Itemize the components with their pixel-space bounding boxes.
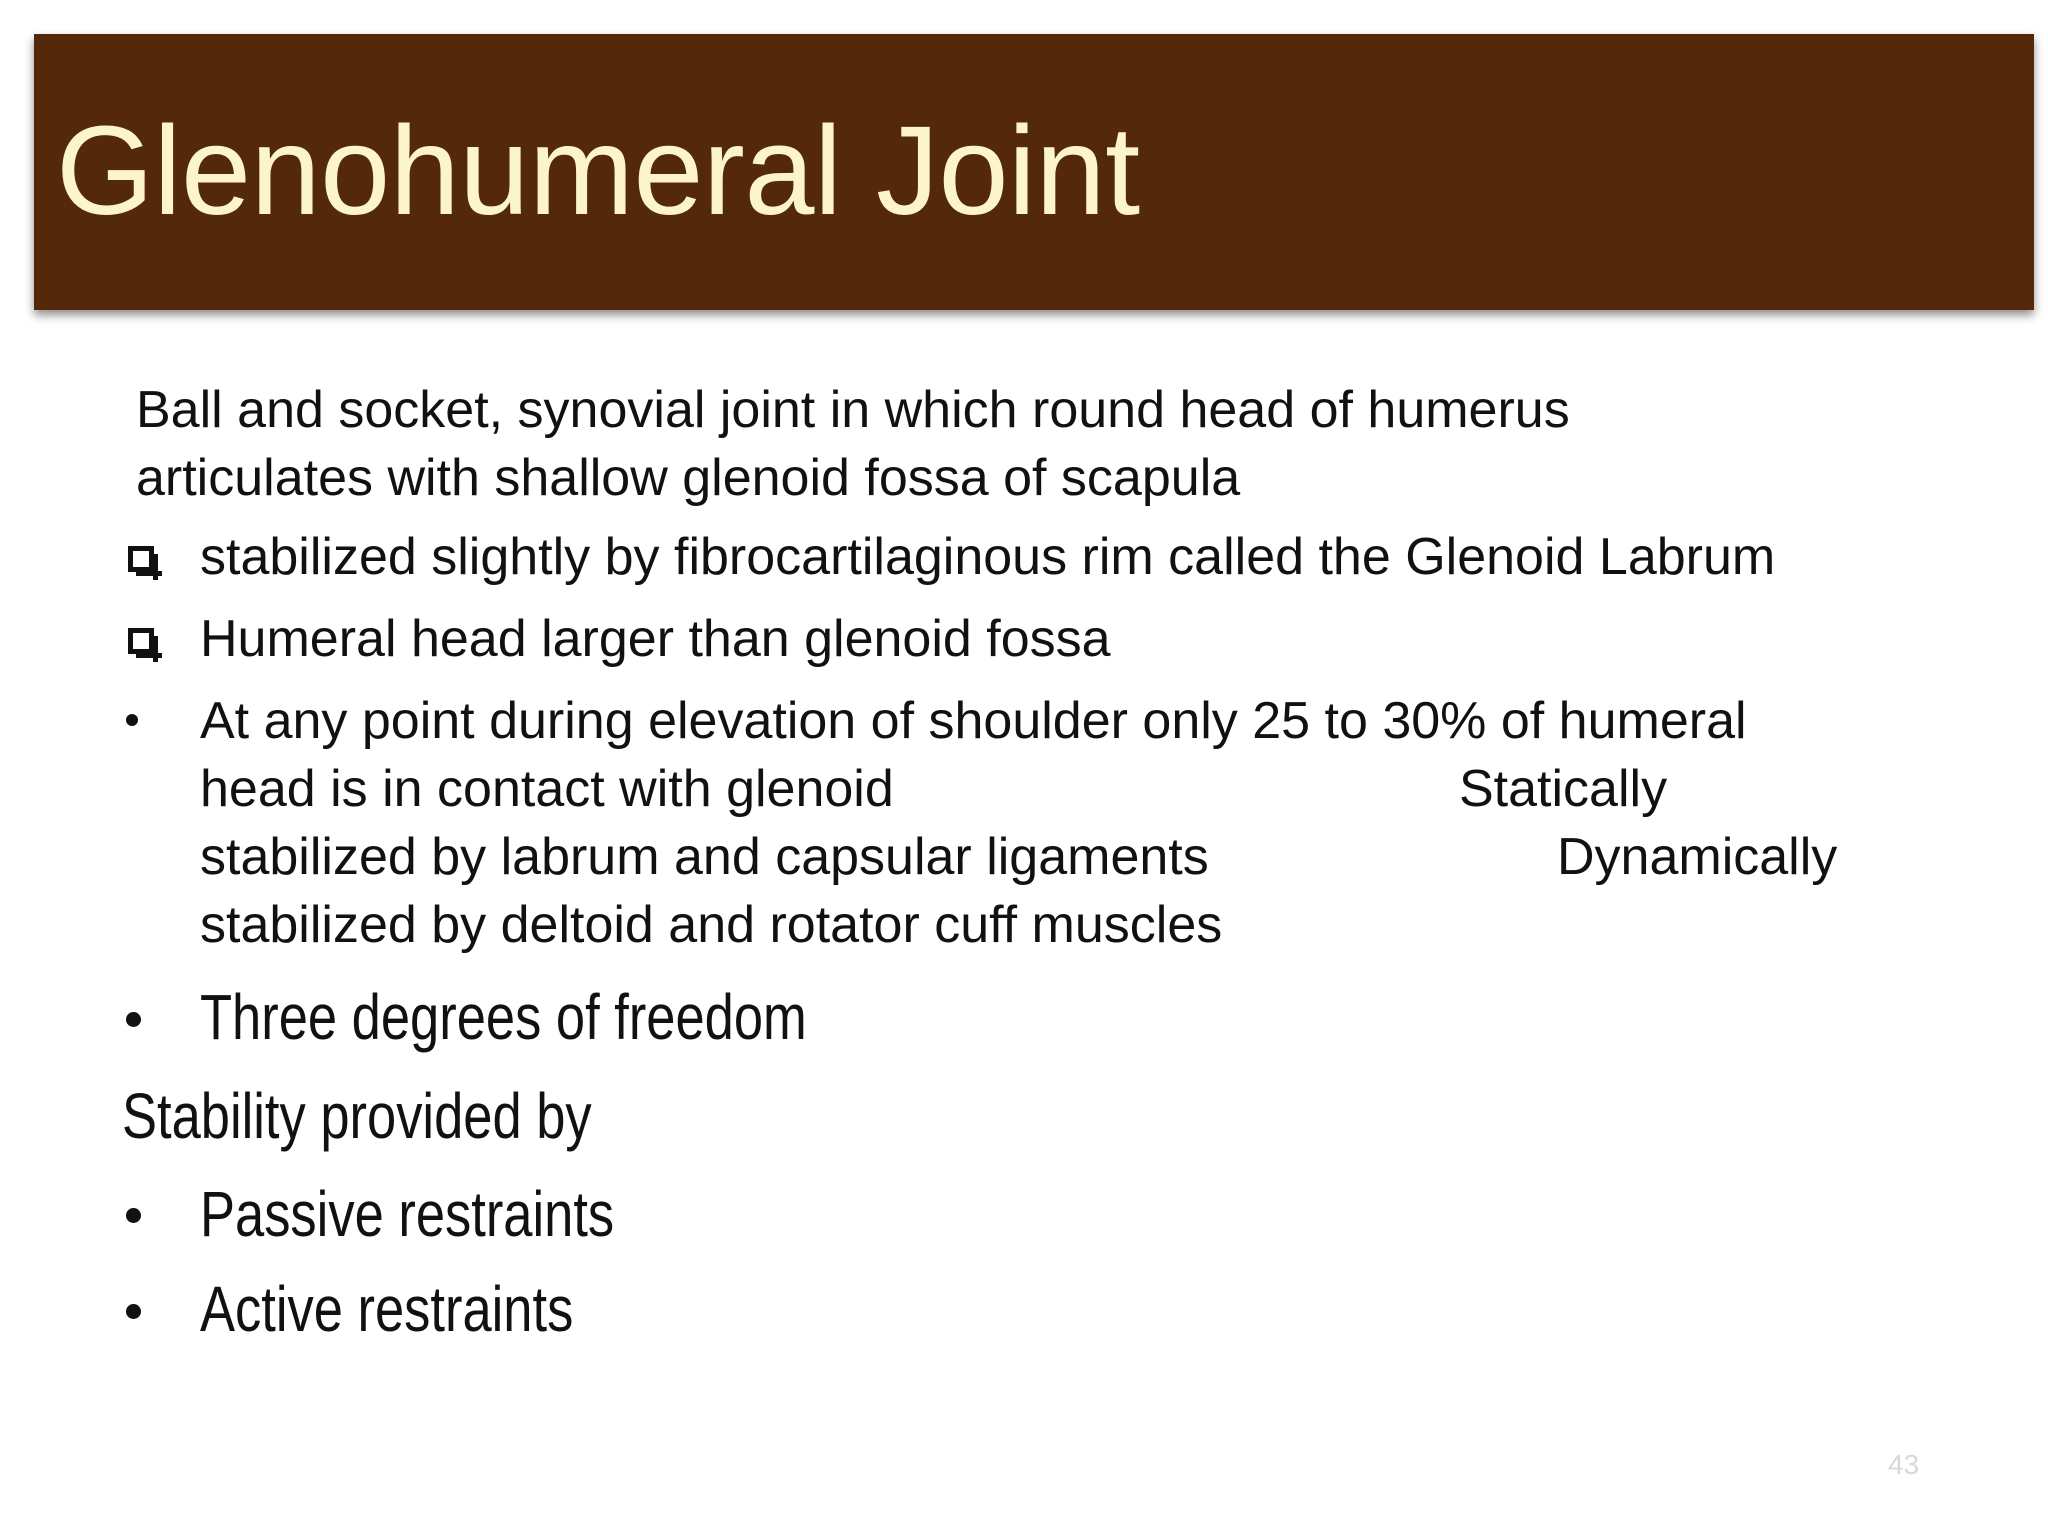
stability-item-text: Active restraints: [200, 1273, 574, 1345]
checkbox-item-text: Humeral head larger than glenoid fossa: [200, 610, 1111, 668]
intro-paragraph: [136, 376, 1570, 512]
bullet-dot-icon: [126, 1304, 141, 1319]
detail-line-2-left: head is in contact with glenoid: [200, 760, 894, 818]
freedom-text: Three degrees of freedom: [200, 981, 807, 1053]
page-number: 43: [1888, 1449, 1920, 1480]
stability-heading: Stability provided by: [122, 1080, 592, 1152]
bullet-dot-icon: [126, 714, 138, 726]
slide-title: Glenohumeral Joint: [56, 100, 1140, 241]
checkbox-bullet-icon: [128, 628, 154, 654]
detail-line-1: At any point during elevation of shoulder only 25 to 30% of humeral: [200, 692, 1747, 750]
detail-line-3-right: Dynamically: [1557, 828, 1838, 886]
checkbox-bullet-icon: [128, 546, 154, 572]
stability-item-text: Passive restraints: [200, 1178, 615, 1250]
detail-line-2-right: Statically: [1459, 760, 1668, 818]
intro-line-1: Ball and socket, synovial joint in which round head of humerus: [136, 381, 1570, 439]
checkbox-item-text: stabilized slightly by fibrocartilaginous rim called the Glenoid Labrum: [200, 528, 1776, 586]
bullet-dot-icon: [126, 1012, 141, 1027]
intro-line-2: articulates with shallow glenoid fossa of scapula: [136, 449, 1241, 507]
bullet-dot-icon: [126, 1208, 141, 1223]
detail-line-3-left: stabilized by labrum and capsular ligaments: [200, 828, 1209, 886]
detail-line-4: stabilized by deltoid and rotator cuff muscles: [200, 896, 1223, 954]
